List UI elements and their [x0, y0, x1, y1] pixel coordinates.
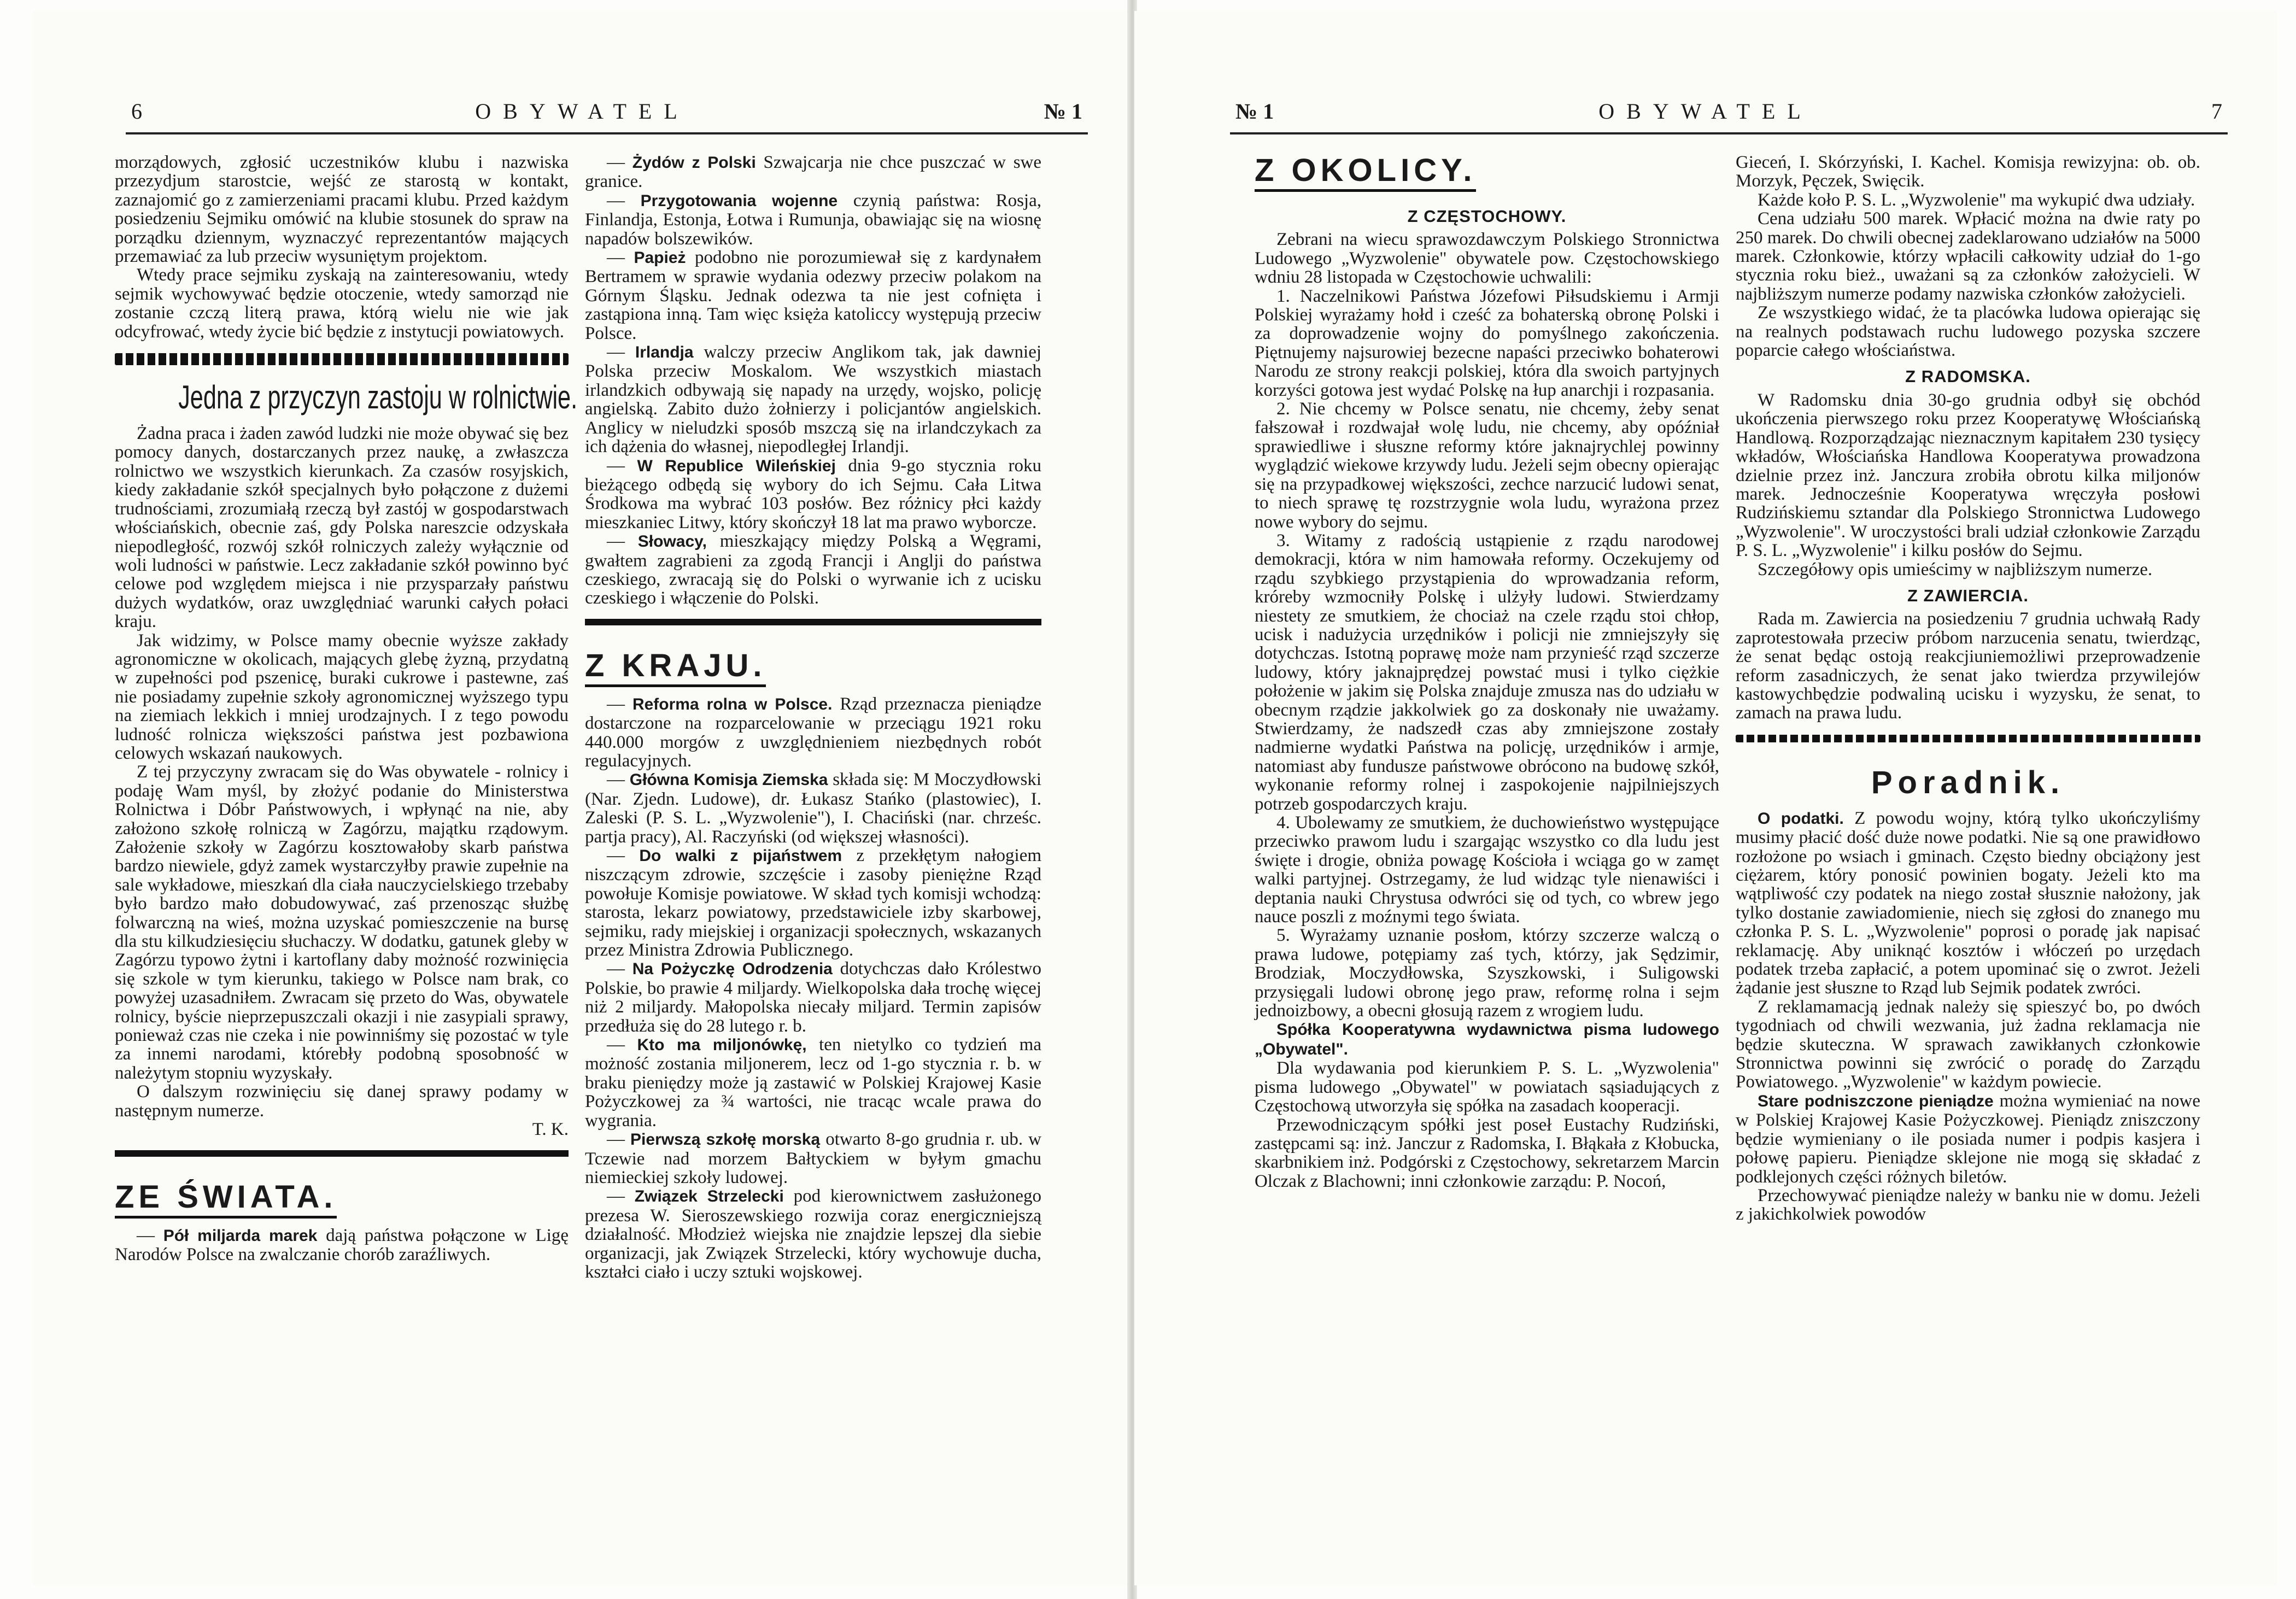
news-item: — Reforma rolna w Polsce. Rząd przeznacza pieniądze dostarczone na rozparcelowanie w przeciągu 1921 roku 440.000 morgów z uwzględnieniem niezbędnych robót regulacyjnych.: [585, 694, 1041, 771]
section-title: ZE ŚWIATA.: [115, 1180, 337, 1219]
issue-number: № 1: [1044, 99, 1082, 124]
separator: [115, 353, 569, 365]
right-page-header: [1134, 98, 2277, 131]
news-item: — Kto ma miljonówkę, ten nietylko co tydzień ma możność zostania miljonerem, lecz od 1-go stycznia r. b. w braku pieniędzy może ją zastawić w Polskiej Krajowej Kasie Pożyczkowej za ¾ wartości, nie tracąc wcale prawa do wygrania.: [585, 1035, 1041, 1131]
news-item: — Główna Komisja Ziemska składa się: M Moczydłowski (Nar. Zjedn. Ludowe), dr. Łukasz Stańko (plastowiec), I. Zaleski (P. S. L. „Wyzwolenie"), I. Chaciński (nar. chrześc. partja pracy), Al. Raczyński (od większej własności).: [585, 770, 1042, 847]
news-item: — Związek Strzelecki pod kierownictwem zasłużonego prezesa W. Sieroszewskiego rozwija coraz energiczniejszą działalność. Młodzież wiejska nie znajdzie lepszej dla siebie organizacji, jak Związek Strzelecki, który wychowuje ducha, kształci ciało i uczy sztuki wojskowej.: [585, 1186, 1041, 1282]
right-column-2: [1736, 153, 2200, 1224]
news-lead: Przygotowania wojenne: [640, 191, 838, 210]
paragraph: Żadna praca i żaden zawód ludzki nie może obywać się bez pomocy danych, dostarczanych przez naukę, a zwłaszcza rolnictwo we wszystkich kierunkach. Za czasów rosyjskich, kiedy zakładanie szkół specjalnych było połączone z dużemi trudnościami, zrozumiałą rzeczą był zastój w gospodarstwach włościańskich, obecnie zaś, gdy Polska nareszcie odzyskała niepodległość, rozwój szkół rolniczych zależy wyłącznie od woli ludności w państwie. Lecz zakładanie szkół powinno być celowe pod względem miejsca i nie przysparzały państwu dużych wydatków, oraz uwzględniać warunki całych połaci kraju.: [115, 424, 569, 632]
paragraph: Cena udziału 500 marek. Wpłacić można na dwie raty po 250 marek. Do chwili obecnej zadeklarowano udziałów na 5000 marek. Członkowie, którzy wpłacili całkowity udział do 1-go stycznia roku bież., uważani są za członków założycieli. W najbliższym numerze podamy nazwiska członków założycieli.: [1736, 209, 2200, 304]
news-text: podobno nie porozumiewał się z kardynałem Bertramem w sprawie wydania odezwy przeciw polakom na Górnym Śląsku. Jednak odezwa ta nie jest cofnięta i zastąpiona inną. Tam więc księża katoliccy występują przeciw Polsce.: [585, 248, 1042, 343]
news-item: — Słowacy, mieszkający między Polską a Węgrami, gwałtem zagrabieni za zgodą Francji i Anglji do państwa czeskiego, zwracają się do Polski o wyrwanie ich z ucisku czeskiego i włączenie do Polski.: [585, 531, 1042, 608]
news-item: [1255, 1020, 1719, 1059]
paragraph: Szczegółowy opis umieścimy w najbliższym numerze.: [1758, 559, 2153, 579]
paragraph: 1. Naczelnikowi Państwa Józefowi Piłsudskiemu i Armji Polskiej wyrażamy hołd i cześć za bohaterską obronę Polski i za doprowadzenie wojny do pomyślnego zakończenia. Piętnujemy najsurowiej bezecne napaści przeciwko bohaterowi Narodu ze strony reakcji polskiej, która dla swoich partyjnych korzyści gotowa jest wydać Polskę na łup anarchji i rozpasania.: [1255, 286, 1719, 400]
paragraph: Z reklamamacją jednak należy się spieszyć bo, po dwóch tygodniach od chwili wezwania, już żadna reklamacja nie będzie skuteczna. W sprawach zawikłanych członkowie Stronnictwa powinni się zwrócić o poradę do Zarządu Powiatowego. „Wyzwolenie" w każdym powiecie.: [1736, 997, 2200, 1092]
news-item: [1736, 1092, 2200, 1186]
news-item: — Przygotowania wojenne czynią państwa: Rosja, Finlandja, Estonja, Łotwa i Rumunja, obawiając się na wiosnę napadów bolszewików.: [585, 190, 1041, 249]
paragraph: Ze wszystkiego widać, że ta placówka ludowa opierając się na realnych podstawach ruchu ludowego pozyska szczere poparcie całego włościaństwa.: [1736, 303, 2200, 361]
paragraph: 2. Nie chcemy w Polsce senatu, nie chcemy, żeby senat fałszował i rozdwajał wolę ludu, nie chcemy, aby opóźniał sprawiedliwe i słuszne reformy które jaknajrychlej powinny wyglądzić wiekowe krzywdy ludu. Jeżeli sejm obecny opierając się na przypadkowej większości, zechce narzucić ludowi senat, to niech sprawę tę rozstrzygnie wola ludu, wyrażona przez nowe wybory do sejmu.: [1255, 399, 1719, 532]
paragraph: Jak widzimy, w Polsce mamy obecnie wyższe zakłady agronomiczne w okolicach, mających glebę żyzną, przydatną w zupełności pod pszenicę, buraki cukrowe i pastewne, zaś nie posiadamy zupełnie szkoły agronomicznej wyższego typu na ziemiach lekkich i mniej urodzajnych. I z tego powodu ludność rolnicza większości państwa jest pozbawiona celowych wskazań naukowych.: [115, 630, 569, 763]
paragraph: Przewodniczącym spółki jest poseł Eustachy Rudziński, zastępcami są: inż. Janczur z Radomska, I. Błąkała z Kłobucka, skarbnikiem inż. Podgórski z Częstochowy, sekretarzem Marcin Olczak z Blachowni; inni członkowie zarządu: P. Nocoń,: [1255, 1115, 1719, 1191]
page-number: 6: [131, 99, 142, 124]
news-text: otwarto 8-go grudnia r. ub. w Tczewie nad morzem Bałtyckiem w byłym gmachu niemieckiej szkoły ludowej.: [585, 1129, 1042, 1187]
paragraph: 5. Wyrażamy uznanie posłom, którzy szczerze walczą o prawa ludowe, potępiamy zaś tych, którzy, jak Sędzimir, Brodziak, Moczydłowska, Szyszkowski, i Suligowski przysięgali ludowi obronę jego praw, reformę rolna i sejm jednoizbowy, a obecni głosują razem z wrogiem ludu.: [1255, 926, 1719, 1021]
news-lead: Główna Komisja Ziemska: [629, 771, 828, 789]
masthead: OBYWATEL: [475, 99, 689, 124]
news-text: dają państwa połączone w Ligę Narodów Polsce na zwalczanie chorób zaraźliwych.: [115, 1225, 569, 1264]
news-item: — W Republice Wileńskiej dnia 9-go stycznia roku bieżącego odbędą się wybory do ich Sejmu. Cała Litwa Środkowa ma wybrać 103 posłów. Bez różnicy płci każdy mieszkaniec Litwy, który skończył 18 lat ma prawo wyborcze.: [585, 455, 1042, 532]
news-lead: Pół miljarda marek: [163, 1226, 318, 1245]
news-text: czynią państwa: Rosja, Finlandja, Estonja, Łotwa i Rumunja, obawiając się na wiosnę napadów bolszewików.: [585, 190, 1041, 249]
news-item: — Pół miljarda marek dają państwa połączone w Ligę Narodów Polsce na zwalczanie chorób zaraźliwych.: [115, 1225, 569, 1264]
news-lead: Słowacy,: [637, 532, 707, 551]
news-lead: Spółka Kooperatywna wydawnictwa pisma ludowego „Obywatel".: [1255, 1021, 1719, 1058]
right-column-1: [1255, 153, 1719, 1191]
news-text: Szwajcarja nie chce puszczać w swe granice.: [585, 153, 1042, 192]
page-number: 7: [2211, 99, 2222, 124]
news-text: mieszkający między Polską a Węgrami, gwałtem zagrabieni za zgodą Francji i Anglji do państwa czeskiego, zwracają się do Polski o wyrwanie ich z ucisku czeskiego i włączenie do Polski.: [585, 531, 1042, 608]
header-rule: [1230, 132, 2228, 134]
section-title: Poradnik.: [1871, 764, 2065, 800]
news-item: — Na Pożyczkę Odrodzenia dotychczas dało Królestwo Polskie, bo prawie 4 miljardy. Wielkopolska dała trochę więcej niż 2 miljardy. Małopolska niecały miljard. Termin zapisów przedłuża się do 28 lutego r. b.: [585, 959, 1041, 1036]
left-column-1: [115, 153, 578, 1264]
masthead: OBYWATEL: [1598, 99, 1813, 124]
news-text: Z powodu wojny, którą tylko ukończyliśmy musimy płacić dość duże nowe podatki. Nie są one prawidłowo rozłożone po wsiach i gminach. Często biedny obciążony jest ciężarem, który ponosić powinien bogaty. Jeżeli kto ma wątpliwość czy podatek na niego został słusznie nałożony, jak tylko dostanie zawiadomienie, niech się zgłosi do znanego mu członka P. S. L. „Wyzwolenie" poprosi o poradę jak napisać reklamację. Aby uniknąć kosztów i włóczeń po urzędach podatek trzeba zapłacić, a potem upominać się o zwrot. Jeżeli żądanie jest słuszne to Rząd lub Sejmik podatek zwróci.: [1736, 808, 2200, 998]
paragraph: Z tej przyczyny zwracam się do Was obywatele - rolnicy i podaję Wam myśl, by złożyć podanie do Ministerstwa Rolnictwa i Dóbr Państwowych, i wpłynąć na nie, aby założono szkołę rolniczą w Zagórzu, majątku rządowym. Założenie szkoły w Zagórzu kosztowałoby skarb państwa bardzo niewiele, gdyż zamek wystarczyłby prawie zupełnie na sale wykładowe, mieszkań dla ciała nauczycielskiego trzebaby było bardzo mało dobudowywać, zaś przenosząc służbę folwarczną na wieś, można uzyskać pomieszczenie na bursę dla stu kilkudziesięciu słuchaczy. W dodatku, gatunek gleby w Zagórzu typowo żytni i kartoflany daby możność rozwinięcia się szkole w tym kierunku, takiego w Polsce nam brak, co powyżej uzasadniłem. Zwracam się przeto do Was, obywatele rolnicy, byście nieprzepuszczali okazji i nie zasypiali sprawy, ponieważ czas nie czeka i nie powinniśmy się pozostać w tyle za innemi narodami, którebły podobną sposobność w należytym stopniu wyzyskały.: [115, 762, 569, 1083]
news-lead: Na Pożyczkę Odrodzenia: [632, 960, 833, 979]
header-rule: [126, 132, 1088, 134]
subsection-title: Z RADOMSKA.: [1905, 367, 2031, 386]
news-item: — Irlandja walczy przeciw Anglikom tak, jak dawniej Polska przeciw Moskalom. We wszystkich miastach irlandzkich odbywają się napady na urzędy, wojsko, policję angielską. Zabito dużo żołnierzy i policjantów angielskich. Anglicy w nieludzki sposób mszczą się na irlandczykach za ich dążenia do własnej, niepodległej Irlandji.: [585, 342, 1042, 457]
news-item: — Papież podobno nie porozumiewał się z kardynałem Bertramem w sprawie wydania odezwy przeciw polakom na Górnym Śląsku. Jednak odezwa ta nie jest cofnięta i zastąpiona inną. Tam więc księża katoliccy występują przeciw Polsce.: [585, 248, 1042, 343]
signature: T. K.: [532, 1120, 569, 1140]
news-lead: Stare podniszczone pieniądze: [1758, 1092, 1994, 1110]
left-page-header: [33, 98, 1132, 131]
subsection-title: Z CZĘSTOCHOWY.: [1407, 207, 1567, 226]
subsection-title: Z ZAWIERCIA.: [1907, 585, 2029, 605]
paragraph: morządowych, zgłosić uczestników klubu i nazwiska przezydjum starostcie, wejść ze starostą w kontakt, zaznajomić go z zamierzeniami pracami klubu. Przed każdym posiedzeniu Sejmiku omówić na klubie stosunek do spraw na porządku dziennym, wyznaczyć reprezentantów mających przemawiać za lub przeciw wysuniętym projektom.: [115, 153, 569, 267]
news-lead: Irlandja: [635, 343, 694, 362]
paragraph: Przechowywać pieniądze należy w banku nie w domu. Jeżeli z jakichkolwiek powodów: [1736, 1185, 2200, 1225]
paragraph: 4. Ubolewamy ze smutkiem, że duchowieństwo występujące przeciwko prawom ludu i szargając wszystko co dla ludu jest święte i drogie, obniża powagę Kościoła i wciąga go w zamęt walki partyjnej. Ostrzegamy, że lud widząc tyle nienawiści i deptania nauki Chrystusa odwróci się od tych, co wbrew jego nauce poszli z moźnymi tego świata.: [1255, 813, 1719, 927]
separator: [115, 1150, 569, 1157]
paragraph: Zebrani na wiecu sprawozdawczym Polskiego Stronnictwa Ludowego „Wyzwolenie" obywatele pow. Częstochowskiego wdniu 28 listopada w Częstochowie uchwalili:: [1255, 230, 1719, 288]
news-text: z przekłętym nałogiem niszczącym zdrowie, szczęście i zasoby pieniężne Rząd powołuje Komisje powiatowe. W skład tych komisji wchodzą: starosta, lekarz powiatowy, przedstawiciele izby skarbowej, sejmiku, rady miejskiej i organizacji społecznych, wskazanych przez Ministra Zdrowia Publicznego.: [585, 846, 1042, 960]
paragraph: Dla wydawania pod kierunkiem P. S. L. „Wyzwolenia" pisma ludowego „Obywatel" w powiatach sąsiadujących z Częstochową utworzyła się spółka na zasadach kooperacji.: [1255, 1058, 1719, 1116]
paragraph: W Radomsku dnia 30-go grudnia odbył się obchód ukończenia pierwszego roku przez Kooperatywę Włościańską Handlową. Rozporządzając nieznacznym kapitałem 230 tysięcy wkładów, Włościańska Handlowa Kooperatywa prowadzona dzielnie przez inż. Janczura zrobiła obrotu kilka miljonów marek. Jednocześnie Kooperatywa wręczyła posłowi Rudzińskiemu sztandar dla Polskiego Stronnictwa Ludowego „Wyzwolenie". W uroczystości brali udział członkowie Zarządu P. S. L. „Wyzwolenie" i kilku posłów do Sejmu.: [1736, 390, 2200, 561]
paragraph: Rada m. Zawiercia na posiedzeniu 7 grudnia uchwałą Rady zaprotestowała przeciw próbom narzucenia senatu, twierdząc, że senat będąc ostoją reakcjiuniemożliwi przeprowadzenie reform zasadniczych, że senat jako twierdza przywilejów kastowychbędzie podwaliną ucisku i wyzysku, że senat, to zamach na prawa ludu.: [1736, 609, 2200, 723]
separator: [585, 619, 1041, 625]
news-lead: Do walki z pijaństwem: [639, 847, 842, 865]
news-text: pod kierownictwem zasłużonego prezesa W. Sieroszewskiego rozwija coraz energiczniejszą działalność. Młodzież wiejska nie znajdzie lepszej dla siebie organizacji, jak Związek Strzelecki, który wychowuje ducha, kształci ciało i uczy sztuki wojskowej.: [585, 1186, 1041, 1282]
left-column-2: [585, 153, 1041, 1281]
news-item: [1736, 809, 2200, 998]
news-text: Rząd przeznacza pieniądze dostarczone na rozparcelowanie w przeciągu 1921 roku 440.000 morgów z uwzględnieniem niezbędnych robót regulacyjnych.: [585, 694, 1041, 771]
right-page: [1134, 11, 2277, 1585]
news-item: — Do walki z pijaństwem z przekłętym nałogiem niszczącym zdrowie, szczęście i zasoby pieniężne Rząd powołuje Komisje powiatowe. W skład tych komisji wchodzą: starosta, lekarz powiatowy, przedstawiciele izby skarbowej, sejmiku, rady miejskiej i organizacji społecznych, wskazanych przez Ministra Zdrowia Publicznego.: [585, 846, 1042, 960]
news-text: ten nietylko co tydzień ma możność zostania miljonerem, lecz od 1-go stycznia r. b. w braku pieniędzy może ją zastawić w Polskiej Krajowej Kasie Pożyczkowej za ¾ wartości, nie tracąc wcale prawa do wygrania.: [585, 1035, 1041, 1131]
news-lead: Kto ma miljonówkę,: [637, 1036, 807, 1055]
news-lead: Reforma rolna w Polsce.: [632, 695, 833, 713]
news-text: walczy przeciw Anglikom tak, jak dawniej Polska przeciw Moskalom. We wszystkich miastach irlandzkich odbywają się napady na urzędy, wojsko, policję angielską. Zabito dużo żołnierzy i policjantów angielskich. Anglicy w nieludzki sposób mszczą się na irlandczykach za ich dążenia do własnej, niepodległej Irlandji.: [585, 342, 1042, 457]
news-text: dotychczas dało Królestwo Polskie, bo prawie 4 miljardy. Wielkopolska dała trochę więcej niż 2 miljardy. Małopolska niecały miljard. Termin zapisów przedłuża się do 28 lutego r. b.: [585, 959, 1041, 1036]
news-lead: O podatki.: [1758, 809, 1844, 828]
article-title: Jedna z przyczyn zastoju w rolnictwie.: [178, 379, 578, 416]
section-title: Z KRAJU.: [585, 648, 766, 687]
news-lead: Papież: [634, 249, 686, 267]
separator: [1736, 735, 2200, 742]
news-item: — Żydów z Polski Szwajcarja nie chce puszczać w swe granice.: [585, 153, 1042, 192]
paragraph: Gieceń, I. Skórzyński, I. Kachel. Komisja rewizyjna: ob. ob. Morzyk, Pęczek, Swięcik.: [1736, 153, 2200, 191]
news-lead: Pierwszą szkołę morską: [630, 1131, 821, 1149]
news-text: składa się: M Moczydłowski (Nar. Zjedn. Ludowe), dr. Łukasz Stańko (plastowiec), I. Zaleski (P. S. L. „Wyzwolenie"), I. Chaciński (nar. chrześc. partja pracy), Al. Raczyński (od większej własności).: [585, 770, 1042, 847]
news-lead: Związek Strzelecki: [634, 1187, 784, 1206]
news-text: dnia 9-go stycznia roku bieżącego odbędą się wybory do ich Sejmu. Cała Litwa Środkowa ma wybrać 103 posłów. Bez różnicy płci każdy mieszkaniec Litwy, który skończył 18 lat ma prawo wyborcze.: [585, 455, 1042, 532]
paragraph: O dalszym rozwinięciu się danej sprawy podamy w następnym numerze.: [115, 1082, 569, 1121]
news-lead: W Republice Wileńskiej: [637, 456, 836, 475]
news-item: — Pierwszą szkołę morską otwarto 8-go grudnia r. ub. w Tczewie nad morzem Bałtyckiem w byłym gmachu niemieckiej szkoły ludowej.: [585, 1129, 1042, 1187]
paragraph: 3. Witamy z radością ustąpienie z rządu narodowej demokracji, która w nim hamowała reformy. Oczekujemy od rządu szybkiego przystąpienia do wprowadzania reform, króreby wzmocniły Polskę i ulżyły ludowi. Stwierdzamy niestety ze smutkiem, że chociaż na czele rządu stoi chłop, ucisk i nadużycia urzędników i policji nie zmniejszyły się dotychczas. Istotną poprawę może nam przynieść rząd szczerze ludowy, który jaknajprędzej powstać musi i tylko ciężkie położenie w jakim się Polska znajduje zmusza nas do udziału w obecnym rządzie jakkolwiek go za doskonały nie uważamy. Stwierdzamy, że nadszedł czas aby zmniejszone zostały nadmierne wydatki Państwa na policję, urzędników i armje, natomiast aby fundusze państwowe obrócono na budowę szkół, wykonanie reformy rolnej i zaspokojenie najpilniejszych potrzeb gospodarczych kraju.: [1255, 530, 1719, 814]
paragraph: Każde koło P. S. L. „Wyzwolenie" ma wykupić dwa udziały.: [1758, 190, 2195, 210]
paragraph: Wtedy prace sejmiku zyskają na zainteresowaniu, wtedy sejmik wychowywać będzie otoczenie, wtedy samorząd nie zostanie czczą literą prawa, którą wielu nie wie jak odcyfrować, wtedy życie bić będzie z instytucji powiatowych.: [115, 265, 569, 342]
section-title: Z OKOLICY.: [1255, 153, 1476, 192]
news-text: można wymieniać na nowe w Polskiej Krajowej Kasie Pożyczkowej. Pieniądz zniszczony będzie wymieniany o ile posiada numer i podpis kasjera i połowę papieru. Pieniądze sklejone nie mogą się składać z podklejonych części różnych biletów.: [1736, 1091, 2200, 1187]
news-lead: Żydów z Polski: [632, 154, 756, 172]
issue-number: № 1: [1235, 99, 1274, 124]
left-page: [33, 11, 1132, 1585]
